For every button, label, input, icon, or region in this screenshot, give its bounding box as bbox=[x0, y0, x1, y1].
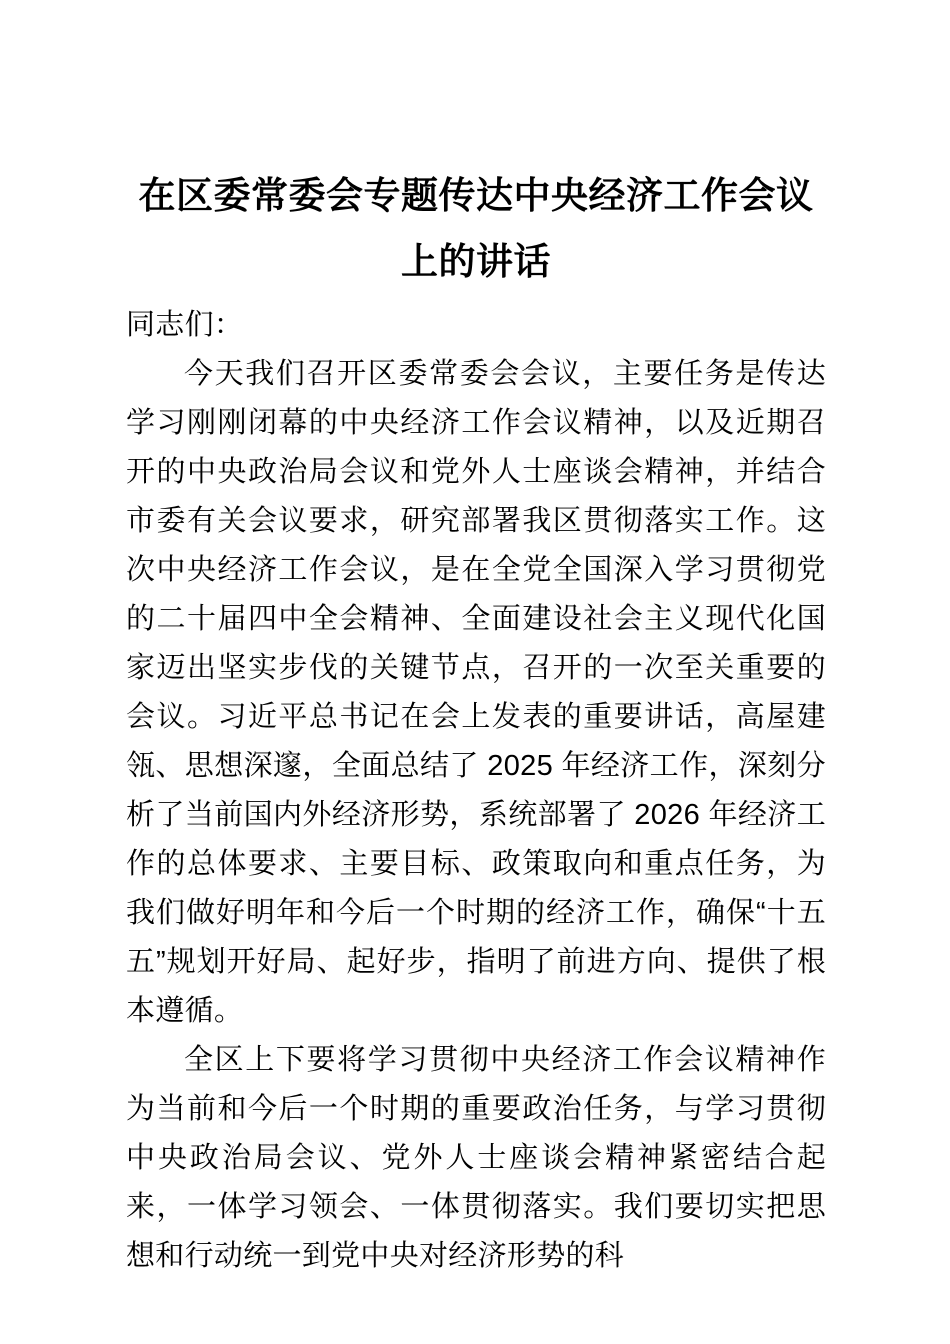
document-body bbox=[126, 301, 826, 1281]
paragraph-2: 全区上下要将学习贯彻中央经济工作会议精神作为当前和今后一个时期的重要政治任务，与学习贯彻中央政治局会议、党外人士座谈会精神紧密结合起来，一体学习领会、一体贯彻落实。我们要切实把思想和行动统一到党中央对经济形势的科 bbox=[126, 1044, 826, 1272]
paragraph-1: 今天我们召开区委常委会会议，主要任务是传达学习刚刚闭幕的中央经济工作会议精神，以及近期召开的中央政治局会议和党外人士座谈会精神，并结合市委有关会议要求，研究部署我区贯彻落实工作。这次中央经济工作会议，是在全党全国深入学习贯彻党的二十届四中全会精神、全面建设社会主义现代化国家迈出坚实步伐的关键节点，召开的一次至关重要的会议。习近平总书记在会上发表的重要讲话，高屋建瓴、思想深邃，全面总结了 2025 年经济工作，深刻分析了当前国内外经济形势，系统部署了 2026 年经济工作的总体要求、主要目标、政策取向和重点任务，为我们做好明年和今后一个时期的经济工作，确保“十五五”规划开好局、起好步，指明了前进方向、提供了根本遵循。 bbox=[126, 358, 826, 1027]
salutation: 同志们： bbox=[126, 309, 244, 341]
document-title: 在区委常委会专题传达中央经济工作会议上的讲话 bbox=[138, 175, 814, 282]
